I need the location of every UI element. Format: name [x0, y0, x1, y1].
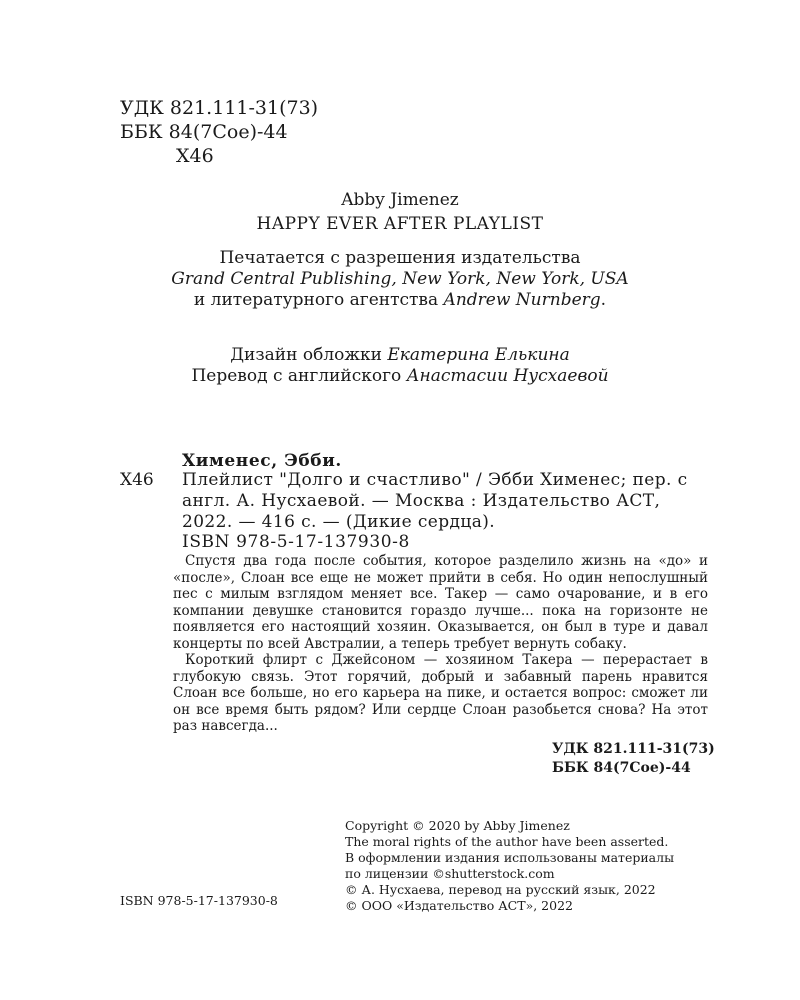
copyright-line: © А. Нусхаева, перевод на русский язык, 2022 — [345, 882, 656, 897]
copyright-line: Copyright © 2020 by Abby Jimenez — [345, 818, 570, 833]
book-annotation — [173, 553, 708, 735]
copyright-block — [345, 818, 674, 914]
cover-designer: Екатерина Елькина — [387, 345, 570, 365]
annotation-paragraph: Короткий флирт с Джейсоном — хозяином Такера — перерастает в глубокую связь. Этот горячий, добрый и забавный парень нравится Слоан все больше, но его карьера на пике, и остается вопрос: сможет ли он все время быть рядом? Или сердце Слоан разобьется снова? На этот раз навсегда... — [173, 652, 708, 734]
bbk-code: ББК 84(7Сое)-44 — [552, 760, 691, 776]
permission-line: Печатается с разрешения издательства — [219, 248, 581, 268]
classification-block-top — [120, 96, 318, 168]
classification-block-bottom — [552, 740, 715, 778]
permission-notice — [0, 248, 800, 311]
translation-label: Перевод с английского — [191, 366, 407, 386]
udk-code: УДК 821.111-31(73) — [552, 741, 715, 757]
cover-credit — [0, 345, 800, 366]
copyright-line: © ООО «Издательство АСТ», 2022 — [345, 898, 573, 913]
cover-label: Дизайн обложки — [230, 345, 388, 365]
catalog-heading: Хименес, Эбби. — [182, 451, 342, 471]
catalog-description: Плейлист "Долго и счастливо" / Эбби Хименес; пер. с англ. А. Нусхаевой. — Москва : Издательство АСТ, 2022. — 416 с. — (Дикие сердца). — [182, 470, 688, 532]
credits-block — [0, 345, 800, 387]
isbn-footer: ISBN 978-5-17-137930-8 — [120, 893, 278, 908]
catalog-author-mark: Х46 — [120, 470, 154, 490]
catalog-isbn: ISBN 978-5-17-137930-8 — [182, 532, 410, 552]
translation-credit — [0, 366, 800, 387]
copyright-line: The moral rights of the author have been asserted. — [345, 834, 669, 849]
author-mark: Х46 — [176, 145, 214, 167]
copyright-line: В оформлении издания использованы материалы — [345, 850, 675, 865]
translator-name: Анастасии Нусхаевой — [406, 366, 609, 386]
annotation-paragraph: Спустя два года после события, которое разделило жизнь на «до» и «после», Слоан все еще не может прийти в себя. Но один непослушный пес с милым взглядом меняет все. Такер — само очарование, и в его компании девушке становится гораздо лучше... пока на горизонте не появляется его настоящий хозяин. Оказывается, он был в туре и давал концерты по всей Австралии, а теперь требует вернуть собаку. — [173, 553, 708, 652]
bbk-code: ББК 84(7Сое)-44 — [120, 121, 288, 143]
agency-suffix: . — [600, 290, 607, 310]
agency-name: Andrew Nurnberg — [443, 290, 601, 310]
original-author: Abby Jimenez — [341, 190, 459, 210]
agency-line — [0, 290, 800, 311]
agency-prefix: и литературного агентства — [193, 290, 444, 310]
udk-code: УДК 821.111-31(73) — [120, 97, 319, 119]
copyright-line: по лицензии ©shutterstock.com — [345, 866, 555, 881]
publisher-name: Grand Central Publishing, New York, New York, USA — [171, 269, 629, 289]
original-title: HAPPY EVER AFTER PLAYLIST — [256, 214, 544, 234]
